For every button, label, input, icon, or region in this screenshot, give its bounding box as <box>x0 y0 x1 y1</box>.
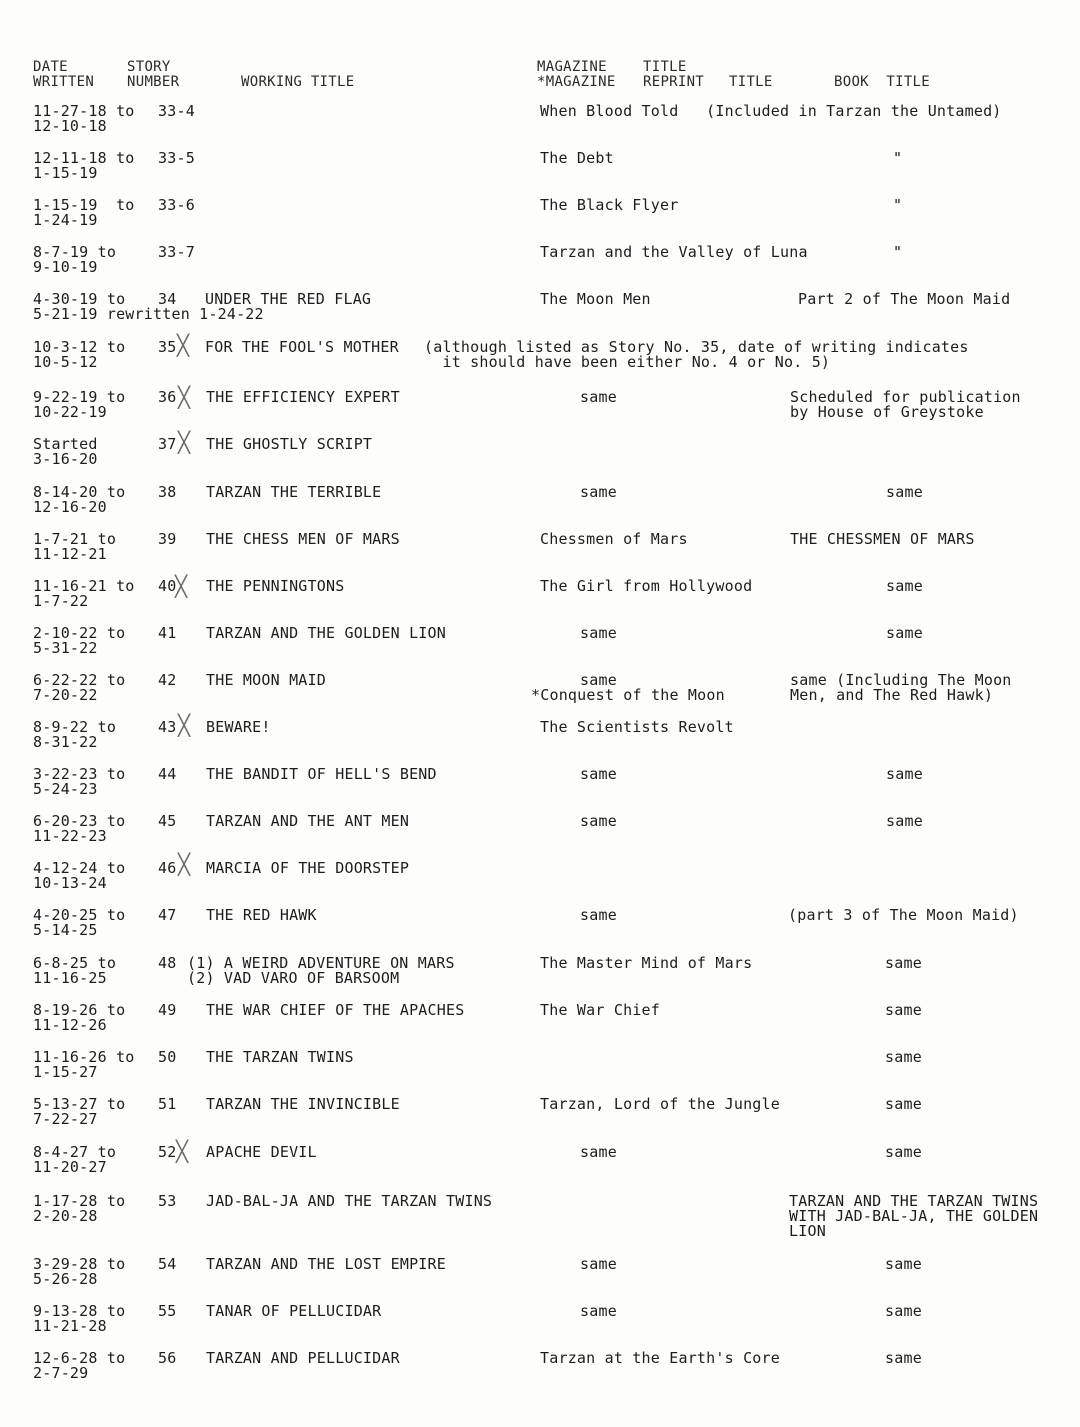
working-title: TANAR OF PELLUCIDAR <box>206 1302 382 1320</box>
working-title: THE CHESS MEN OF MARS <box>206 530 400 548</box>
magazine-title: same <box>580 1143 617 1161</box>
table-row <box>0 485 1080 531</box>
table-row <box>0 713 1080 766</box>
magazine-title: same <box>580 624 617 642</box>
story-number: 53 <box>158 1192 177 1210</box>
story-number: 38 <box>158 483 177 501</box>
magazine-title: The War Chief <box>540 1001 660 1019</box>
table-row <box>0 574 1080 625</box>
table-row <box>0 333 1080 386</box>
working-title: TARZAN AND PELLUCIDAR <box>206 1349 400 1367</box>
book-title: same <box>886 483 923 501</box>
book-title: same <box>886 812 923 830</box>
book-title: same <box>885 1048 922 1066</box>
date-written: 12-11-18 to 1-15-19 <box>33 149 135 182</box>
working-title: THE BANDIT OF HELL'S BEND <box>206 765 437 783</box>
table-row <box>0 1304 1080 1350</box>
magazine-title: When Blood Told (Included in Tarzan the Untamed) <box>540 102 1002 120</box>
header-magazine: MAGAZINE *MAGAZINE <box>537 59 616 90</box>
header-book-title: BOOK TITLE <box>834 74 931 90</box>
date-written: 8-14-20 to 12-16-20 <box>33 483 126 516</box>
working-title: THE WAR CHIEF OF THE APACHES <box>206 1001 465 1019</box>
story-number: 48 <box>158 954 177 972</box>
story-number: 55 <box>158 1302 177 1320</box>
check-mark: ╳ <box>178 430 191 454</box>
date-written: 5-13-27 to 7-22-27 <box>33 1095 126 1128</box>
check-mark: ╳ <box>178 713 191 737</box>
magazine-title: Tarzan, Lord of the Jungle <box>540 1095 780 1113</box>
working-title: THE RED HAWK <box>206 906 317 924</box>
story-number: 46 <box>158 859 177 877</box>
magazine-title: The Debt <box>540 149 614 167</box>
table-row <box>0 532 1080 578</box>
magazine-title: same <box>580 812 617 830</box>
book-title: THE CHESSMEN OF MARS <box>790 530 975 548</box>
working-title: THE GHOSTLY SCRIPT <box>206 435 373 453</box>
book-title: (part 3 of The Moon Maid) <box>788 906 1019 924</box>
story-number: 43 <box>158 718 177 736</box>
date-written: 1-15-19 to 1-24-19 <box>33 196 135 229</box>
table-row <box>0 1351 1080 1397</box>
story-number: 35 <box>158 338 177 356</box>
date-written: 2-10-22 to 5-31-22 <box>33 624 126 657</box>
table-row <box>0 1194 1080 1240</box>
book-title: same <box>885 1001 922 1019</box>
book-title: same <box>885 954 922 972</box>
check-mark: ╳ <box>175 574 188 598</box>
story-number: 56 <box>158 1349 177 1367</box>
date-written: 8-19-26 to 11-12-26 <box>33 1001 126 1034</box>
date-written: 11-16-26 to 1-15-27 <box>33 1048 135 1081</box>
story-number: 50 <box>158 1048 177 1066</box>
ditto-mark: " <box>893 196 903 214</box>
table-row <box>0 956 1080 1002</box>
working-title: TARZAN THE TERRIBLE <box>206 483 382 501</box>
story-number: 33-5 <box>158 149 195 167</box>
magazine-title: same <box>580 1302 617 1320</box>
story-number: 37 <box>158 435 177 453</box>
date-written: 1-17-28 to 2-20-28 <box>33 1192 126 1225</box>
story-number: 33-4 <box>158 102 195 120</box>
ditto-mark: " <box>893 243 903 261</box>
book-title: same <box>885 1095 922 1113</box>
check-mark: ╳ <box>178 852 191 876</box>
book-title: TARZAN AND THE TARZAN TWINS WITH JAD-BAL-JA, THE GOLDEN LION <box>789 1192 1039 1240</box>
story-number: 44 <box>158 765 177 783</box>
working-title: THE EFFICIENCY EXPERT <box>206 388 400 406</box>
story-number: 54 <box>158 1255 177 1273</box>
story-number: 42 <box>158 671 177 689</box>
magazine-title: Tarzan and the Valley of Luna <box>540 243 808 261</box>
working-title: APACHE DEVIL <box>206 1143 317 1161</box>
story-number: 41 <box>158 624 177 642</box>
header-working-title: WORKING TITLE <box>241 74 355 90</box>
working-title: TARZAN THE INVINCIBLE <box>206 1095 400 1113</box>
table-row <box>0 767 1080 813</box>
note-text: (although listed as Story No. 35, date of writing indicates it should have been either No. 4 or No. 5) <box>424 338 969 371</box>
table-row <box>0 1003 1080 1049</box>
working-title: THE PENNINGTONS <box>206 577 345 595</box>
magazine-title: The Girl from Hollywood <box>540 577 753 595</box>
working-title: (1) A WEIRD ADVENTURE ON MARS (2) VAD VARO OF BARSOOM <box>187 954 455 987</box>
book-title: Part 2 of The Moon Maid <box>798 290 1011 308</box>
working-title: TARZAN AND THE GOLDEN LION <box>206 624 446 642</box>
check-mark: ╳ <box>177 333 190 357</box>
date-written: 6-20-23 to 11-22-23 <box>33 812 126 845</box>
header-story-number: STORY NUMBER <box>127 59 180 90</box>
table-row <box>0 908 1080 954</box>
magazine-title: same <box>580 483 617 501</box>
table-row <box>0 430 1080 483</box>
date-written: 8-4-27 to 11-20-27 <box>33 1143 117 1176</box>
table-row <box>0 1050 1080 1096</box>
story-number: 52 <box>158 1143 177 1161</box>
date-written: 12-6-28 to 2-7-29 <box>33 1349 126 1382</box>
date-written: 8-9-22 to 8-31-22 <box>33 718 117 751</box>
date-written: 4-12-24 to 10-13-24 <box>33 859 126 892</box>
header-date: DATE WRITTEN <box>33 59 95 90</box>
magazine-title: Chessmen of Mars <box>540 530 688 548</box>
magazine-title: The Moon Men <box>540 290 651 308</box>
magazine-title: same <box>580 388 617 406</box>
date-written: 4-30-19 to 5-21-19 rewritten 1-24-22 <box>33 290 264 323</box>
story-number: 39 <box>158 530 177 548</box>
book-title: same <box>885 1349 922 1367</box>
story-number: 51 <box>158 1095 177 1113</box>
story-number: 36 <box>158 388 177 406</box>
story-number: 49 <box>158 1001 177 1019</box>
working-title: TARZAN AND THE ANT MEN <box>206 812 410 830</box>
magazine-title: The Scientists Revolt <box>540 718 734 736</box>
header-title-reprint: TITLE REPRINT <box>643 59 705 90</box>
date-written: 3-22-23 to 5-24-23 <box>33 765 126 798</box>
working-title: THE MOON MAID <box>206 671 326 689</box>
story-number: 34 <box>158 290 177 308</box>
date-written: 11-27-18 to 12-10-18 <box>33 102 135 135</box>
magazine-title: The Master Mind of Mars <box>540 954 753 972</box>
story-number: 47 <box>158 906 177 924</box>
book-title: same <box>886 577 923 595</box>
working-title: FOR THE FOOL'S MOTHER <box>205 338 399 356</box>
table-row <box>0 198 1080 244</box>
book-title: same <box>886 765 923 783</box>
table-row <box>0 1257 1080 1303</box>
story-number: 45 <box>158 812 177 830</box>
working-title: BEWARE! <box>206 718 271 736</box>
magazine-title: Tarzan at the Earth's Core <box>540 1349 780 1367</box>
book-title: Scheduled for publication by House of Greystoke <box>790 388 1021 421</box>
table-row <box>0 104 1080 150</box>
magazine-title: same <box>580 906 617 924</box>
book-title: same <box>886 624 923 642</box>
table-row <box>0 814 1080 860</box>
working-title: TARZAN AND THE LOST EMPIRE <box>206 1255 446 1273</box>
check-mark: ╳ <box>178 385 191 409</box>
working-title: JAD-BAL-JA AND THE TARZAN TWINS <box>206 1192 493 1210</box>
date-written: Started 3-16-20 <box>33 435 98 468</box>
date-written: 9-13-28 to 11-21-28 <box>33 1302 126 1335</box>
table-row <box>0 626 1080 672</box>
header-title: TITLE <box>729 74 773 90</box>
magazine-title: The Black Flyer <box>540 196 679 214</box>
story-number: 33-7 <box>158 243 195 261</box>
story-number: 33-6 <box>158 196 195 214</box>
story-number: 40 <box>158 577 177 595</box>
date-written: 8-7-19 to 9-10-19 <box>33 243 117 276</box>
table-row <box>0 245 1080 291</box>
check-mark: ╳ <box>176 1139 189 1163</box>
book-title: same (Including The Moon Men, and The Red Hawk) <box>790 671 1012 704</box>
date-written: 9-22-19 to 10-22-19 <box>33 388 126 421</box>
book-title: same <box>885 1143 922 1161</box>
working-title: THE TARZAN TWINS <box>206 1048 354 1066</box>
date-written: 11-16-21 to 1-7-22 <box>33 577 135 610</box>
working-title: UNDER THE RED FLAG <box>205 290 372 308</box>
working-title: MARCIA OF THE DOORSTEP <box>206 859 410 877</box>
table-row <box>0 385 1080 436</box>
date-written: 10-3-12 to 10-5-12 <box>33 338 126 371</box>
magazine-title: same <box>580 765 617 783</box>
date-written: 6-22-22 to 7-20-22 <box>33 671 126 704</box>
table-row <box>0 1097 1080 1143</box>
book-title: same <box>885 1302 922 1320</box>
date-written: 1-7-21 to 11-12-21 <box>33 530 117 563</box>
table-row <box>0 151 1080 197</box>
date-written: 3-29-28 to 5-26-28 <box>33 1255 126 1288</box>
table-row <box>0 292 1080 338</box>
date-written: 4-20-25 to 5-14-25 <box>33 906 126 939</box>
magazine-title: same *Conquest of the Moon <box>531 671 725 704</box>
ditto-mark: " <box>893 149 903 167</box>
table-row <box>0 673 1080 719</box>
book-title: same <box>885 1255 922 1273</box>
table-row <box>0 1139 1080 1191</box>
magazine-title: same <box>580 1255 617 1273</box>
table-row <box>0 852 1080 907</box>
date-written: 6-8-25 to 11-16-25 <box>33 954 117 987</box>
